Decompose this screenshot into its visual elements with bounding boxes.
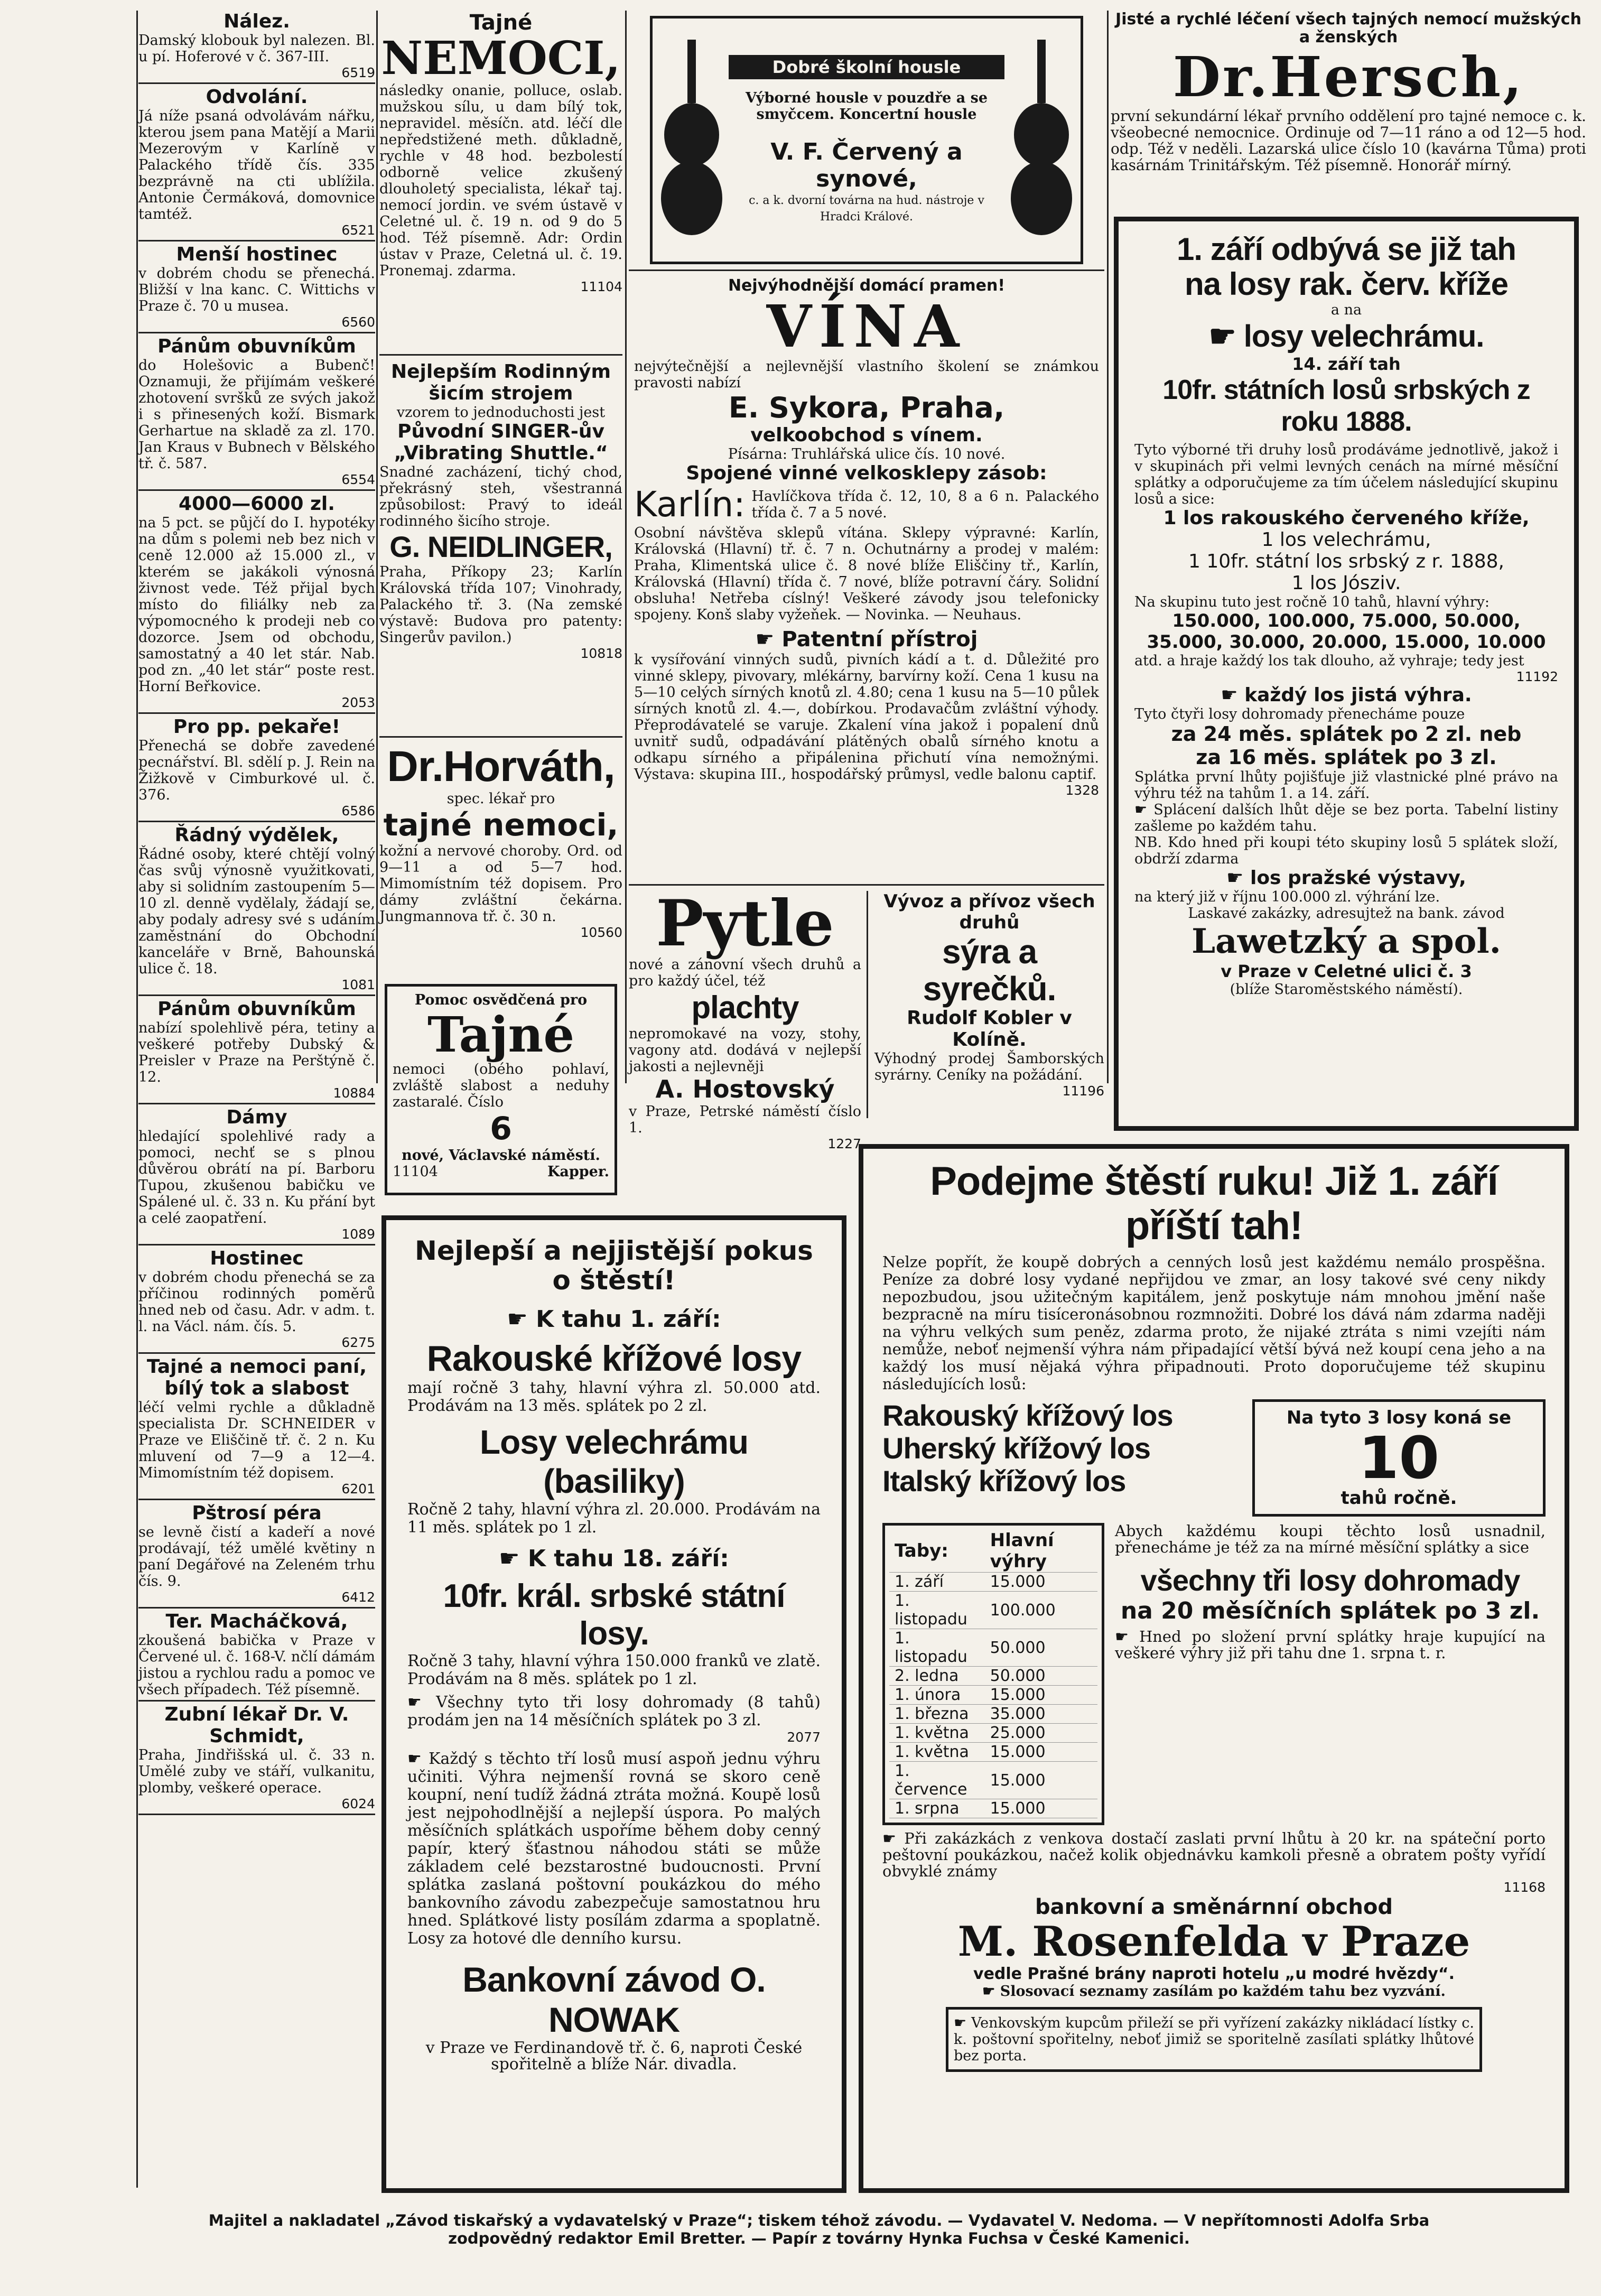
classified-notice — [138, 336, 375, 491]
lottery-name: Italský křížový los — [882, 1464, 1126, 1498]
installment-offer: za 16 měs. splátek po 3 zl. — [1196, 746, 1497, 769]
ad-text: Na tyto 3 losy koná se — [1286, 1407, 1512, 1428]
ad-heading: Pomoc osvědčená pro — [414, 992, 588, 1008]
notice-code: 1081 — [341, 977, 375, 992]
notice-heading: Řádný výdělek, — [174, 824, 339, 846]
draw-date-cell: 1. července — [889, 1762, 985, 1799]
notice-heading: Tajné a nemoci paní, bílý tok a slabost — [146, 1356, 367, 1399]
notice-text: v dobrém chodu přenechá se za příčinou rodinných poměrů hned neb od času. Adr. v adm. t. l. na Václ. nám. čís. 5. — [138, 1269, 375, 1335]
notice-heading: Odvolání. — [206, 86, 308, 108]
notice-text: Damský klobouk byl nalezen. Bl. u pí. Hoferové v č. 367-III. — [138, 32, 375, 65]
ad-code: 11192 — [1516, 669, 1558, 684]
prize-cell: 15.000 — [985, 1573, 1097, 1592]
nowak-lottery-ad — [381, 1215, 846, 2193]
column-rule — [376, 11, 378, 1083]
ad-text: Abych každému koupi těchto losů usnadnil, přenecháme je též za na mírné měsíční splátky a sice — [1115, 1522, 1546, 1556]
lottery-item: 1 los Jósziv. — [1291, 572, 1401, 594]
footer-line: zodpovědný redaktor Emil Bretter. — Papír z továrny Hynka Fuchsa v České Kamenici. — [448, 2229, 1190, 2247]
lottery-name: 10fr. král. srbské státní losy. — [443, 1578, 785, 1652]
ad-heading: ☛ každý los jistá výhra. — [1134, 684, 1558, 706]
violin-icon — [1010, 40, 1073, 240]
notice-code: 1089 — [341, 1226, 375, 1242]
ad-text: ☛ Hned po složení první splátky hraje kupující na veškeré výhry již při tahu dne 1. srpna t. r. — [1115, 1629, 1546, 1661]
column-rule — [136, 11, 138, 2188]
classified-notice — [138, 86, 375, 241]
ad-code: 10560 — [580, 925, 622, 940]
notice-text: Přenechá se dobře zavedené pecnářství. Bl. sdělí p. J. Rein na Žižkově v Cimburkové ul. č. 376. — [138, 738, 375, 803]
ad-address: Havlíčkova třída č. 12, 10, 8 a 6 n. Palackého třída č. 7 a 5 nové. — [751, 488, 1099, 521]
notice-heading: Zubní lékař Dr. V. Schmidt, — [164, 1704, 349, 1747]
ad-text: ☛ Splácení dalších lhůt děje se bez porta. Tabelní listiny zašleme po každém tahu. — [1134, 802, 1558, 834]
ad-place: Karlín: — [634, 484, 746, 525]
notice-heading: Dámy — [226, 1107, 287, 1128]
ad-heading: Tajné — [469, 11, 533, 35]
column-rule — [625, 11, 627, 1083]
draw-date-cell: 1. září — [889, 1573, 985, 1592]
ad-big-title: sýra a syrečků. — [923, 933, 1056, 1008]
ad-code: 10818 — [580, 646, 622, 661]
ad-product-name: Původní SINGER-ův „Vibrating Shuttle.“ — [394, 421, 608, 464]
notice-code: 6201 — [341, 1481, 375, 1496]
ad-heading: Spojené vinné velkosklepy zásob: — [686, 462, 1047, 484]
ad-text: atd. a hraje každý los tak dlouho, až vyhraje; tedy jest — [1134, 653, 1524, 669]
ad-text: Laskavé zakázky, adresujtež na bank. závod — [1188, 905, 1505, 922]
ad-heading: Dobré školní housle — [729, 55, 1004, 79]
ad-big-title: VÍNA — [766, 292, 967, 360]
ad-text: Splátka první lhůty pojišťuje již vlastnické plné právo na výhru též na tahům 1. a 14. září. — [1134, 769, 1558, 802]
notice-code: 6412 — [341, 1589, 375, 1605]
draw-date-cell: 1. května — [889, 1743, 985, 1762]
ad-text: první sekundární lékař prvního oddělení pro tajné nemoce c. k. všeobecné nemocnice. Ordinuje od 7—11 ráno a od 12—5 hod. odp. Též v neděli. Lazarská ulice číslo 10 (kavárna Tůma) proti kasárnám Trinitářským. Též písemně. Honorář mírný. — [1111, 107, 1586, 174]
ad-code: 11196 — [1062, 1083, 1104, 1099]
notice-text: v dobrém chodu se přenechá. Bližší v lna kanc. C. Wittichs v Praze č. 70 u musea. — [138, 265, 375, 314]
horvath-ad — [379, 743, 622, 975]
ad-text: kožní a nervové choroby. Ord. od 9—11 a od 5—7 hod. Mimomístním též dopisem. Pro dámy zvláštní čekárna. Jungmannova tř. č. 30 n. — [379, 843, 622, 925]
ad-big-title: plachty — [691, 990, 799, 1025]
table-header: Hlavní výhry — [985, 1530, 1097, 1573]
notice-text: nabízí spolehlivě péra, tetiny a veškeré potřeby Dubský & Preisler v Praze na Perštýně č. 12. — [138, 1020, 375, 1085]
ad-text: Osobní návštěva sklepů vítána. Sklepy výpravné: Karlín, Královská (Hlavní) tř. č. 7 n. Ochutnárny a prodej v malém: Praha, Klimentská ulice č. 8 nové blíže Eliščiny tř., Karlín, Královská (Hlavní) třída č. 7 nové, blíže potravní čáry. Solidní obsluha! Netřeba císlný! Veškeré závody jsou telefonicky spojeny. Konš slaby vyžeňek. — Novinka. — Neuhaus. — [634, 525, 1099, 623]
notice-code: 6519 — [341, 65, 375, 80]
ad-text: NB. Kdo hned při koupi této skupiny losů 5 splátek složí, obdrží zdarma — [1134, 834, 1558, 867]
classified-notice — [138, 1356, 375, 1500]
classified-notice — [138, 244, 375, 333]
footer-line: Majitel a nakladatel „Závod tiskařský a vydavatelský v Praze“; tiskem téhož závodu. — Vydavatel V. Nedoma. — V nepřítomnosti Adolfa Srba — [208, 2211, 1430, 2229]
draw-count: 10 — [1358, 1424, 1440, 1492]
prize-cell: 100.000 — [985, 1592, 1097, 1629]
prize-cell: 25.000 — [985, 1724, 1097, 1743]
ad-heading: všechny tři losy dohromady — [1140, 1564, 1520, 1597]
classifieds-column — [138, 11, 375, 1817]
kobler-ad — [868, 891, 1104, 1118]
ad-code: 11104 — [580, 279, 622, 294]
lawetzky-lottery-ad — [1114, 217, 1579, 1131]
classified-notice — [138, 1704, 375, 1815]
table-row — [889, 1667, 1097, 1686]
ad-text: na který již v říjnu 100.000 zl. výhrání lze. — [1134, 889, 1440, 905]
ad-doctor-name: Dr.Horváth, — [387, 742, 615, 791]
table-row — [889, 1592, 1097, 1629]
ad-text: k vysířování vinných sudů, pivních kádí a t. d. Důležité pro vinné sklepy, pivovary, mlékárny, barvírny koží. Cena 1 kusu na 5—10 celých sírných knotů zl. 4.80; cena 1 kusu na 5—10 půlek sírných knotů zl. 4.—, dobírkou. Prodavačům zvláštní výhody. Přeprodávatelé se varuje. Zkalení vína jakož i popalení dnů uvnitř sudů, odpadávání plátěných obalů sírného knotu a odkapu sírného a připálenina přichutí vína nemožnými. Výstava: skupina III., hospodářský průmysl, vedle balonu captif. — [634, 652, 1099, 783]
ad-text: spec. lékař pro — [446, 791, 555, 807]
ad-heading: Nejvýhodnější domácí pramen! — [728, 276, 1006, 295]
bank-address: v Praze ve Ferdinandově tř. č. 6, naproti České spořitelně a blíže Nár. divadla. — [425, 2039, 803, 2074]
prize-cell: 15.000 — [985, 1762, 1097, 1799]
ad-text: a na — [1330, 302, 1362, 318]
classified-notice — [138, 824, 375, 996]
ad-company-name: V. F. Červený a synové, — [770, 138, 963, 192]
column-rule — [1107, 11, 1109, 1083]
notice-text: zkoušená babička v Praze v Červené ul. č. 168-V. nčlí dámám jistou a rychlou radu a pomoc ve všech případech. Též písemně. — [138, 1632, 375, 1698]
notice-code: 6560 — [341, 314, 375, 330]
ad-text: Nelze popřít, že koupě dobrých a cenných losů jest každému nemálo prospěšna. Peníze za dobré losy vydané nepřijdou ve zmar, an losy takové své ceny nikdy nepozbudou, jsou užitečným kapitálem, jenž poskytuje nám mnohou jmění naše bezpracně na míru tisíceronásobnou rozmnožiti. Dobré los dává nám zdarma naději na výhru velkých sum peněz, zdarma proto, že nijaké ztráta s nimi vzejíti nám nemůže, neboť nejmenší výhra nám připadající větší bývá než koupí cena jeho a na každý los musí nějaká výhra připadnouti. Proto doporučujeme též skupinu následujících losů: — [882, 1253, 1546, 1393]
lottery-item: 1 10fr. státní los srbský z r. 1888, — [1188, 551, 1504, 572]
ad-text: Ročně 2 tahy, hlavní výhra zl. 20.000. Prodávám na 11 měs. splátek po 1 zl. — [407, 1500, 821, 1537]
prize-list: 150.000, 100.000, 75.000, 50.000, 35.000, 30.000, 20.000, 15.000, 10.000 — [1147, 610, 1546, 653]
lottery-name: Uherský křížový los — [882, 1431, 1151, 1465]
notice-heading: Nález. — [224, 11, 290, 32]
notice-text: Řádné osoby, které chtějí volný čas svůj výnosně využitkovati, aby si solidním zastoupením 5—10 zl. denně vydělaly, žádají se, aby podaly adresy své s udáním zaměstnání do Obchodní kanceláře v Brně, Bahounská ulice č. 18. — [138, 846, 375, 977]
table-row — [889, 1743, 1097, 1762]
ad-address: Praha, Příkopy 23; Karlín Královská třída 107; Vinohrady, Palackého tř. 3. (Na zemské výstavě: Budova pro patenty: Singerův pavilon.) — [379, 564, 622, 646]
classified-notice — [138, 998, 375, 1104]
ad-big-title: NEMOCI, — [381, 32, 621, 85]
notice-text: na 5 pct. se půjčí do I. hypotéky na dům s polemi neb bez nich v ceně 12.000 až 15.000 zl., v kterém se jakákoli výnosná živnost vede. Též přijal bych místo do filiálky neb za výpomocného k prodeji neb co dozorce. Jsem od obchodu, samostatný a 40 let stár. Nab. pod zn. „40 let stár“ poste rest. Horní Beřkovice. — [138, 515, 375, 695]
bank-address: v Praze v Celetné ulici č. 3 — [1221, 961, 1472, 981]
bank-name: M. Rosenfelda v Praze — [957, 1918, 1470, 1966]
lottery-name: Rakouský křížový los — [882, 1399, 1173, 1432]
prize-cell: 35.000 — [985, 1705, 1097, 1724]
classified-notice — [138, 1107, 375, 1245]
ad-code: 11104 — [393, 1164, 438, 1180]
table-row — [889, 1573, 1097, 1592]
classified-notice — [138, 11, 375, 84]
hersch-ad — [1111, 11, 1586, 173]
ad-text: c. a k. dvorní továrna na hud. nástroje v Hradci Králové. — [749, 194, 984, 224]
draw-date-cell: 2. ledna — [889, 1667, 985, 1686]
ad-text: Snadné zacházení, tichý chod, překrásný steh, všestranná způsobilost: Pravý to ideál rodinného šicího stroje. — [379, 464, 622, 529]
lottery-name: Losy velechrámu (basiliky) — [480, 1423, 748, 1500]
notice-text: hledající spolehlivé rady a pomoci, nechť se s plnou důvěrou obrátí na pí. Barboru Tupou, zkušenou babičku ve Spálené ul. č. 33 n. Ku přání byt a celé zaopatření. — [138, 1128, 375, 1226]
ad-text: nové a zánovní všech druhů a pro každý účel, též — [629, 956, 861, 989]
draw-date: ☛ K tahu 1. září: — [407, 1306, 821, 1333]
notice-code: 6521 — [341, 222, 375, 238]
ads-column-2 — [379, 11, 622, 1195]
ad-big-title: tajné nemoci, — [383, 807, 619, 843]
ad-text: nejvýtečnější a nejlevnější vlastního školení se známkou pravosti nabízí — [634, 358, 1099, 391]
kapper-ad — [385, 984, 617, 1195]
ad-text: ☛ Každý s těchto tří losů musí aspoň jednu výhru učiniti. Výhra nejmenší rovná se skoro ceně koupní, není tudíž žádná ztráta možná. Koupě losů jest nejpohodlnější a nejlepší úspora. Po malých měsíčních splátkách uspoříme během doby cenný papír, který šťastnou náhodou státi se může základem celé bezstarostné budoucnosti. První splátka zaslaná poštovní poukázkou do mého bankovního závodu zabezpečuje samostatnou hru hned. Splátkové listy posílám zdarma a spoplatně. Losy za hotové dle denního kursu. — [407, 1750, 821, 1948]
ad-text: Tyto čtyři losy dohromady přenecháme pouze — [1134, 706, 1465, 722]
ad-note: ☛ Venkovským kupcům přileží se při vyřízení zakázky nikládací lístky c. k. poštovní spořitelny, neboť jimiž se sporitelně zasílati splátky lhůtové bez porta. — [946, 2007, 1482, 2072]
singer-ad — [379, 361, 622, 731]
ad-big-title: Tajné — [427, 1006, 574, 1063]
notice-heading: Hostinec — [210, 1248, 304, 1269]
notice-heading: Menší hostinec — [176, 244, 338, 265]
ad-heading: 10fr. státních losů srbských z roku 1888. — [1162, 375, 1530, 437]
prize-cell: 15.000 — [985, 1743, 1097, 1762]
draw-date-cell: 1. listopadu — [889, 1592, 985, 1629]
draw-table — [882, 1523, 1104, 1825]
draw-date-cell: 1. listopadu — [889, 1629, 985, 1667]
table-row — [889, 1799, 1097, 1818]
ad-heading: ☛ Patentní přístroj — [634, 627, 1099, 652]
ad-address: v Praze, Petrské náměstí číslo 1. — [629, 1103, 861, 1136]
ad-code: 2077 — [787, 1730, 821, 1745]
notice-text: Praha, Jindřišská ul. č. 33 n. Umělé zuby ve stáří, vulkanitu, plomby, veškeré operace. — [138, 1747, 375, 1796]
draw-date-cell: 1. srpna — [889, 1799, 985, 1818]
ad-text: Ročně 3 tahy, hlavní výhra 150.000 franků ve zlatě. Prodávám na 8 měs. splátek po 1 zl. — [407, 1652, 821, 1688]
bank-name: Bankovní závod O. NOWAK — [462, 1960, 766, 2039]
draw-date-cell: 1. února — [889, 1686, 985, 1705]
ad-text: tahů ročně. — [1341, 1488, 1457, 1509]
ad-address: Písárna: Truhlářská ulice čís. 10 nové. — [728, 446, 1006, 462]
ad-text: Výborné housle v pouzdře a se smyčcem. Koncertní housle — [745, 90, 988, 123]
ad-heading: Vývoz a přívoz všech druhů — [883, 891, 1095, 933]
ad-text: následky onanie, polluce, oslab. mužskou sílu, u dam bílý tok, nepravidel. měsíčn. atd. léčí dle nepředstižené meth. důkladně, rychle v 48 hod. bezbolestí odborně velice zkušený dlouholetý specialista, lékař taj. nemocí jordin. ve svém ústavě v Celetné ul. č. 19 n. od 9 do 5 hod. Též písemně. Adr: Ordin ústav v Praze, Celetná ul. č. 19. Pronemaj. zdarma. — [379, 82, 622, 279]
notice-text: do Holešovic a Bubenč! Oznamuji, že přijímám veškeré zhotovení svršků ze svých jakož i s přinesených koží. Bismark Gerhartue na skladě za zl. 170. Jan Kraus v Bubnech v Bělského tř. č. 587. — [138, 357, 375, 472]
ad-text: ☛ Slosovací seznamy zasílám po každém tahu bez vyzvání. — [882, 1983, 1546, 2000]
violin-icon — [660, 40, 723, 240]
ad-text: velkoobchod s vínem. — [750, 424, 983, 446]
ad-text: Tyto výborné tři druhy losů prodáváme jednotlivě, jakož i v skupinách při velmi levných cenách na mírné měsíční splátky a odporučujeme za tím účelem následující skupinu losů a sice: — [1134, 442, 1558, 507]
installment-offer: za 24 měs. splátek po 2 zl. neb — [1171, 722, 1522, 746]
table-row — [889, 1724, 1097, 1743]
ad-heading: ☛ los pražské výstavy, — [1134, 867, 1558, 889]
ad-heading: Nejlepší a nejjistější pokus o štěstí! — [415, 1235, 813, 1296]
notice-code: 10884 — [333, 1085, 375, 1101]
notice-code: 6586 — [341, 803, 375, 819]
lottery-name: Rakouské křížové losy — [426, 1338, 802, 1379]
ad-heading: Jisté a rychlé léčení všech tajných nemocí mužských a ženských — [1115, 10, 1581, 47]
table-row — [889, 1705, 1097, 1724]
notice-text: Já níže psaná odvolávám nářku, kterou jsem pana Matějí a Marii Mezerovým v Karlíně v Palackého třídě čís. 335 bezprávně na cti ublížila. Antonie Čermáková, domovnice tamtéž. — [138, 108, 375, 222]
ad-address: nové, Václavské náměstí. — [402, 1147, 600, 1164]
notice-text: se levně čistí a kadeří a nové prodávají, též umělé květiny n paní Degářové na Zeleném trhu čís. 9. — [138, 1524, 375, 1589]
lottery-item: 1 los rakouského červeného kříže, — [1163, 507, 1530, 529]
table-row — [889, 1686, 1097, 1705]
ad-code: 1328 — [1065, 783, 1099, 798]
classified-notice — [138, 1502, 375, 1609]
notice-heading: Pánům obuvníkům — [157, 336, 356, 357]
table-header: Taby: — [889, 1530, 985, 1573]
ad-text: Na skupinu tuto jest ročně 10 tahů, hlavní výhry: — [1134, 594, 1490, 610]
notice-heading: Pánům obuvníkům — [157, 998, 356, 1020]
draw-date-cell: 1. května — [889, 1724, 985, 1743]
notice-code: 2053 — [341, 695, 375, 710]
ad-company-name: Rudolf Kobler v Kolíně. — [907, 1007, 1072, 1051]
rosenfeld-lottery-ad — [859, 1144, 1569, 2193]
ad-heading: ☛ losy velechrámu. — [1134, 318, 1558, 354]
classified-notice — [138, 1248, 375, 1354]
ad-text: mají ročně 3 tahy, hlavní výhra zl. 50.000 atd. Prodávám na 13 měs. splátek po 2 zl. — [407, 1379, 821, 1415]
notice-heading: Pro pp. pekaře! — [173, 716, 341, 738]
tajne-nemoci-ad — [379, 11, 622, 349]
sykora-wine-ad — [629, 276, 1104, 879]
ad-heading: 1. září odbývá se již tah — [1177, 231, 1516, 267]
ad-doctor-name: Dr.Hersch, — [1172, 44, 1524, 109]
table-row — [889, 1762, 1097, 1799]
ad-text: vzorem to jednoduchosti jest — [396, 404, 606, 421]
draw-date: 14. září tah — [1292, 354, 1401, 374]
notice-code: 6275 — [341, 1335, 375, 1350]
ad-text: Výhodný prodej Šamborských syrárny. Ceníky na požádání. — [874, 1051, 1104, 1083]
violin-ad — [650, 16, 1083, 264]
ad-text: nemoci (obého pohlaví, zvláště slabost a neduhy zastaralé. Číslo — [393, 1061, 609, 1110]
draw-date-cell: 1. března — [889, 1705, 985, 1724]
hostovsky-ad — [629, 886, 868, 1151]
ad-heading: Podejme štěstí ruku! Již 1. září příští tah! — [930, 1159, 1498, 1248]
bank-address: vedle Prašné brány naproti hotelu „u modré hvězdy“. — [973, 1965, 1455, 1983]
page-footer — [159, 2211, 1479, 2247]
classified-notice — [138, 1611, 375, 1702]
notice-text: léčí velmi rychle a důkladně specialista Dr. SCHNEIDER v Praze ve Eliščině tř. č. 2 n. Ku mluvení od 7—9 a 12—4. Mimomístním též dopisem. — [138, 1399, 375, 1481]
notice-code: 6554 — [341, 472, 375, 487]
ad-code: 11168 — [1503, 1880, 1546, 1895]
draw-date: ☛ K tahu 18. září: — [407, 1545, 821, 1572]
bank-name: Lawetzký a spol. — [1192, 922, 1501, 961]
ad-text: ☛ Všechny tyto tři losy dohromady (8 tahů) prodám jen na 14 měsíčních splátek po 3 zl. — [407, 1694, 821, 1730]
classified-notice — [138, 493, 375, 714]
notice-heading: 4000—6000 zl. — [179, 493, 335, 515]
ad-big-title: Pytle — [656, 886, 834, 961]
prize-cell: 50.000 — [985, 1629, 1097, 1667]
ad-company-name: G. NEIDLINGER, — [389, 530, 612, 563]
classified-notice — [138, 716, 375, 822]
notice-code: 6024 — [341, 1796, 375, 1811]
installment-offer: na 20 měsíčních splátek po 3 zl. — [1120, 1597, 1540, 1624]
notice-heading: Pštrosí péra — [192, 1502, 322, 1524]
lottery-item: 1 los velechrámu, — [1261, 529, 1431, 551]
ad-text: nepromokavé na vozy, stohy, vagony atd. dodává v nejlepší jakosti a nejlevněji — [629, 1026, 861, 1075]
ad-company-name: E. Sykora, Praha, — [728, 391, 1005, 424]
ad-name: Kapper. — [547, 1164, 609, 1180]
ad-number: 6 — [490, 1110, 512, 1147]
prize-cell: 15.000 — [985, 1686, 1097, 1705]
ad-heading: Nejlepším Rodinným šicím strojem — [390, 361, 611, 404]
ads-column-3 — [629, 11, 1104, 1151]
ad-text: bankovní a směnárnní obchod — [1035, 1895, 1393, 1919]
bank-address: (blíže Staroměstského náměstí). — [1230, 981, 1463, 998]
ad-heading: na losy rak. červ. kříže — [1185, 266, 1508, 302]
prize-cell: 50.000 — [985, 1667, 1097, 1686]
ad-code: 1227 — [827, 1136, 861, 1151]
prize-cell: 15.000 — [985, 1799, 1097, 1818]
notice-heading: Ter. Macháčková, — [165, 1611, 348, 1632]
ad-company-name: A. Hostovský — [655, 1075, 835, 1103]
ad-text: ☛ Při zakázkách z venkova dostačí zaslati první lhůtu à 20 kr. na spáteční porto peštovní poukázkou, načež kolik objednávku kamkoli přesně a obratem pošty vyřídí obvyklé známy — [882, 1830, 1546, 1880]
table-row — [889, 1629, 1097, 1667]
